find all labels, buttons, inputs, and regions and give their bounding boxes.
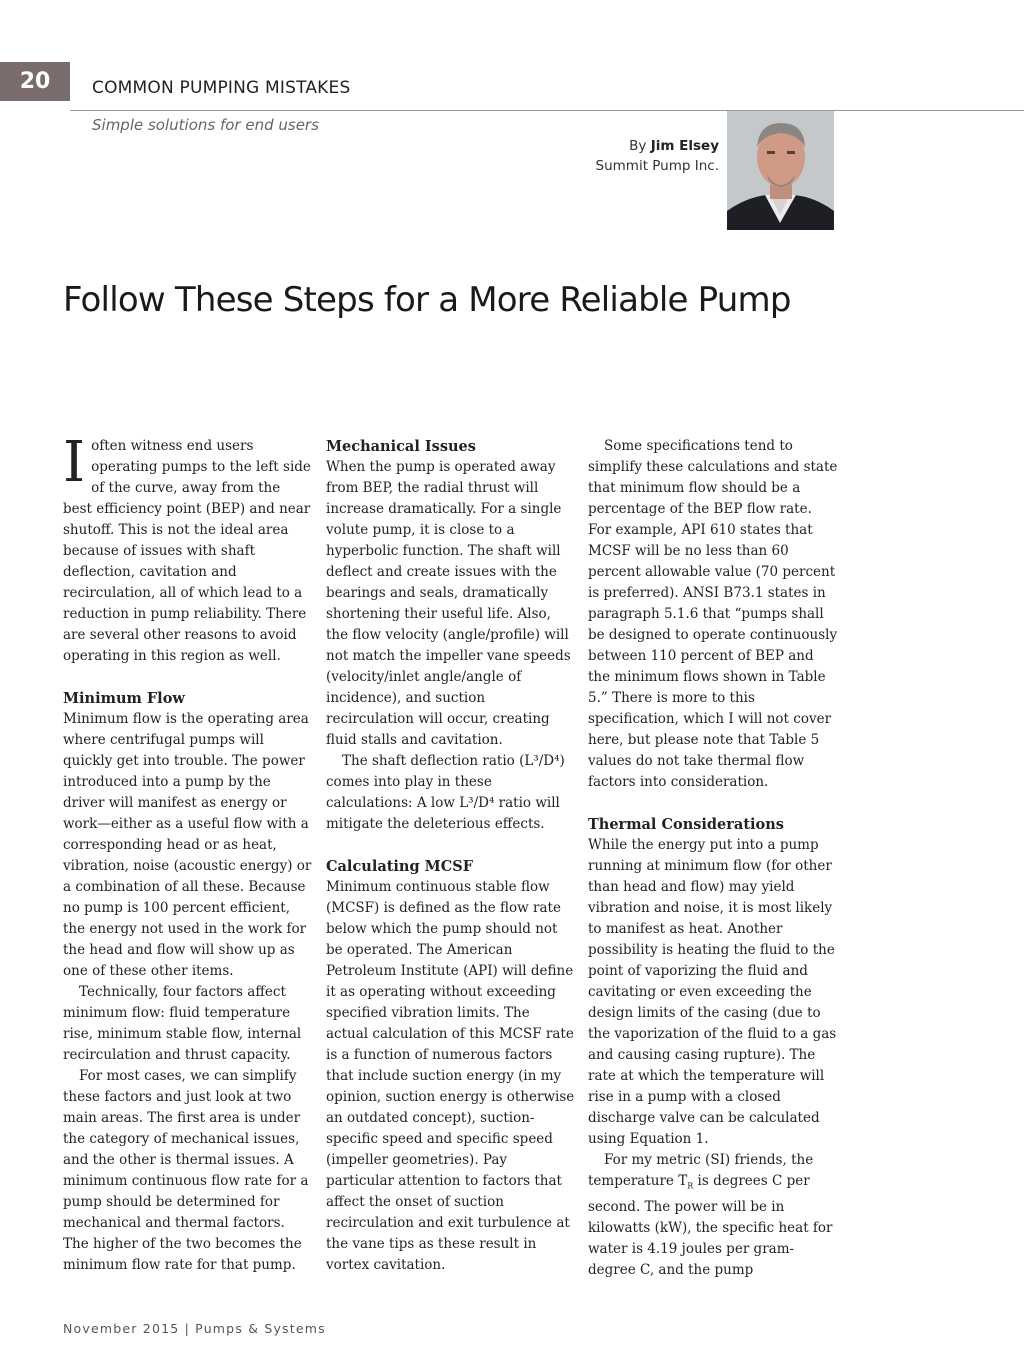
page-number: 20 (0, 62, 70, 101)
author-photo (727, 111, 834, 230)
article-headline: Follow These Steps for a More Reliable Pump (63, 280, 791, 320)
column-2 (326, 436, 576, 1276)
paragraph: The shaft deflection ratio (L³/D⁴) comes into play in these calculations: A low L³/D⁴ ratio will mitigate the deleterious effects. (326, 753, 565, 832)
byline (596, 136, 719, 176)
section-subtitle: Simple solutions for end users (92, 116, 319, 134)
column-1 (63, 430, 313, 1276)
heading-thermal-considerations: Thermal Considerations (588, 816, 784, 833)
heading-minimum-flow: Minimum Flow (63, 690, 185, 707)
paragraph: When the pump is operated away from BEP, the radial thrust will increase dramatically. For a single volute pump, it is close to a hyperbolic function. The shaft will deflect and create issues with the bearings and seals, dramatically shortening their useful life. Also, the flow velocity (angle/profile) will not match the impeller vane speeds (velocity/inlet angle/angle of incidence), and suction recirculation will occur, creating fluid stalls and cavitation. (326, 459, 571, 748)
drop-cap: I (63, 430, 86, 495)
paragraph: Minimum flow is the operating area where centrifugal pumps will quickly get into trouble. The power introduced into a pump by the driver will manifest as energy or work—either as a useful flow with a corresponding head or as heat, vibration, noise (acoustic energy) or a combination of all these. Because no pump is 100 percent efficient, the energy not used in the work for the head and flow will show up as one of these other items. (63, 711, 312, 979)
heading-calculating-mcsf: Calculating MCSF (326, 858, 474, 875)
page-footer: November 2015 | Pumps & Systems (63, 1321, 326, 1336)
paragraph: For most cases, we can simplify these factors and just look at two main areas. The first area is under the category of mechanical issues, and the other is thermal issues. A minimum continuous flow rate for a pump should be determined for mechanical and thermal factors. The higher of the two becomes the minimum flow rate for that pump. (63, 1068, 309, 1273)
paragraph (588, 1150, 838, 1281)
paragraph: While the energy put into a pump running at minimum flow (for other than head and flow) may yield vibration and noise, it is most likely to manifest as heat. Another possibility is heating the fluid to the point of vaporizing the fluid and cavitating or even exceeding the design limits of the casing (due to the vaporization of the fluid to a gas and causing casing rupture). The rate at which the temperature will rise in a pump with a closed discharge valve can be calculated using Equation 1. (588, 837, 837, 1147)
author-company: Summit Pump Inc. (595, 158, 719, 174)
paragraph: Technically, four factors affect minimum flow: fluid temperature rise, minimum stable flow, internal recirculation and thrust capacity. (63, 984, 302, 1063)
text-span: For my metric (SI) friends, the temperature T (588, 1152, 814, 1189)
author-name: Jim Elsey (650, 138, 719, 154)
intro-text: often witness end users operating pumps to the left side of the curve, away from the best efficiency point (BEP) and near shutoff. This is not the ideal area because of issues with shaft deflection, cavitation and recirculation, all of which lead to a reduction in pump reliability. There are several other reasons to avoid operating in this region as well. (63, 438, 311, 664)
column-3 (588, 436, 838, 1281)
paragraph: Minimum continuous stable flow (MCSF) is defined as the flow rate below which the pump should not be operated. The American Petroleum Institute (API) will define it as operating without exceeding specified vibration limits. The actual calculation of this MCSF rate is a function of numerous factors that include suction energy (in my opinion, suction energy is otherwise an outdated concept), suction-specific speed and specific speed (impeller geometries). Pay particular attention to factors that affect the onset of suction recirculation and exit turbulence at the vane tips as these result in vortex cavitation. (326, 879, 575, 1273)
text-span: is degrees C per second. The power will be in kilowatts (kW), the specific heat for water is 4.19 joules per gram-degree C, and the pump (588, 1173, 833, 1278)
subscript: R (687, 1181, 694, 1191)
intro-paragraph (63, 430, 313, 667)
section-title: COMMON PUMPING MISTAKES (92, 78, 351, 98)
byline-by: By (629, 138, 647, 154)
paragraph: Some specifications tend to simplify these calculations and state that minimum flow should be a percentage of the BEP flow rate. For example, API 610 states that MCSF will be no less than 60 percent allowable value (70 percent is preferred). ANSI B73.1 states in paragraph 5.1.6 that “pumps shall be designed to operate continuously between 110 percent of BEP and the minimum flows shown in Table 5.” There is more to this specification, which I will not cover here, but please note that Table 5 values do not take thermal flow factors into consideration. (588, 438, 838, 790)
header-rule (70, 110, 1024, 111)
heading-mechanical-issues: Mechanical Issues (326, 438, 476, 455)
